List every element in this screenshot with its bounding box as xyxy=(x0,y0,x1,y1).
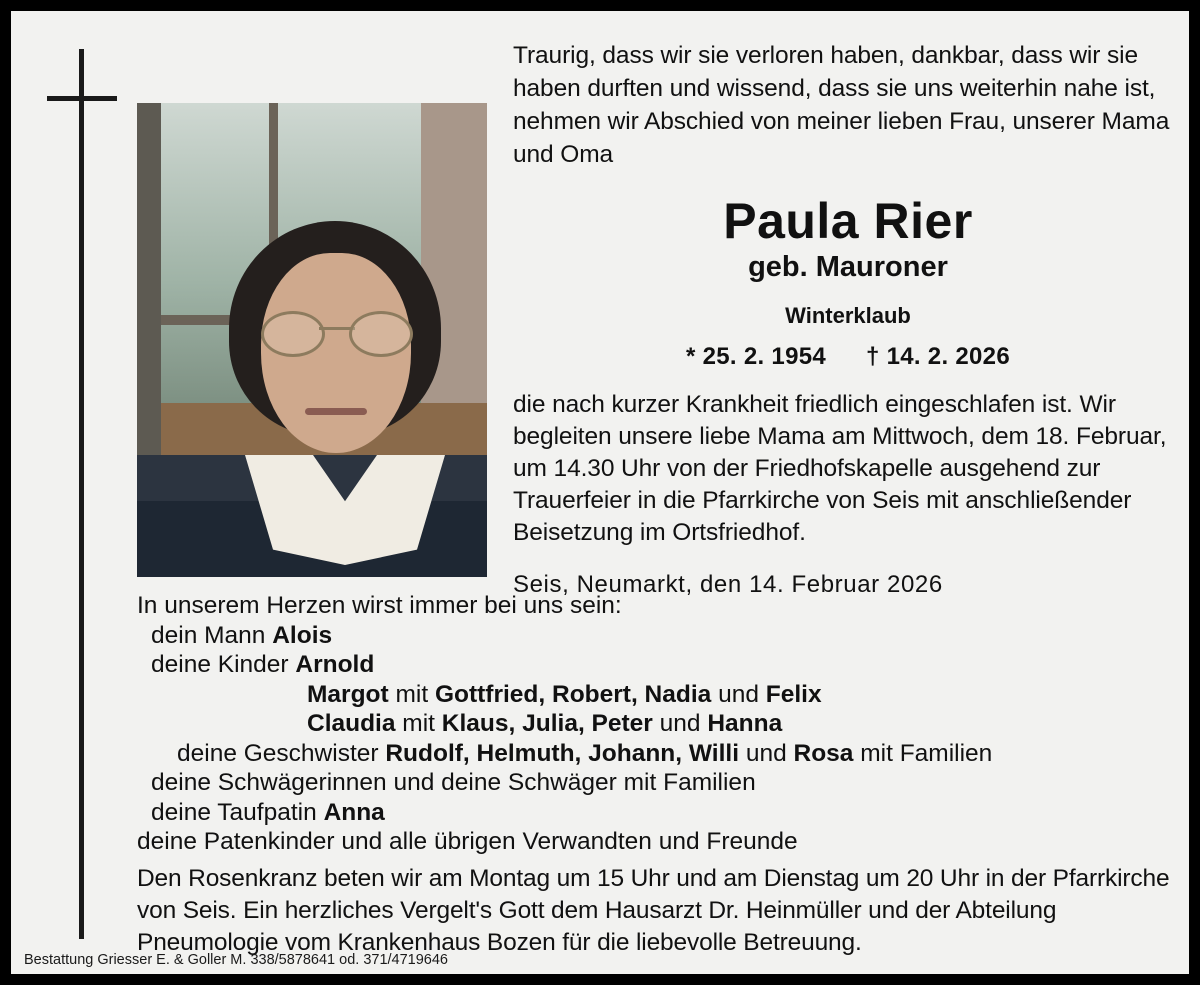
life-dates xyxy=(513,343,1183,371)
notice-inner xyxy=(11,11,1189,974)
portrait-mouth xyxy=(305,408,367,415)
maiden-name: geb. Mauroner xyxy=(748,251,948,283)
family-line-claudia: Claudia mit Klaus, Julia, Peter und Hanna xyxy=(307,710,783,737)
portrait-photo xyxy=(137,103,487,577)
funeral-details-text: die nach kurzer Krankheit friedlich eingeschlafen ist. Wir begleiten unsere liebe Mama am Mittwoch, dem 18. Februar, um 14.30 Uhr von der Friedhofskapelle ausgehend zur Trauerfeier in die Pfarrkirche von Seis mit anschließender Beisetzung im Ortsfriedhof. xyxy=(513,391,1167,546)
family-line-godmother: deine Taufpatin Anna xyxy=(151,798,385,826)
family-line-in-laws: deine Schwägerinnen und deine Schwäger mit Familien xyxy=(151,769,756,796)
deceased-name: Paula Rier xyxy=(723,193,973,249)
cross-horizontal-bar xyxy=(47,96,117,101)
portrait-glasses xyxy=(261,311,413,353)
family-line-children: deine Kinder Arnold xyxy=(151,651,375,678)
place-and-date: Seis, Neumarkt, den 14. Februar 2026 xyxy=(513,571,943,598)
death-date: † 14. 2. 2026 xyxy=(865,343,1010,370)
family-line-godchildren: deine Patenkinder und alle übrigen Verwandten und Freunde xyxy=(137,828,798,855)
family-list xyxy=(137,591,1183,857)
notice-header-column xyxy=(513,39,1183,599)
cross-vertical-bar xyxy=(79,49,84,939)
intro-text: Traurig, dass wir sie verloren haben, dankbar, dass wir sie haben durften und wissend, dass sie uns weiterhin nahe ist, nehmen wir Abschied von meiner lieben Frau, unserer Mama und Oma xyxy=(513,42,1170,168)
family-line-husband: dein Mann Alois xyxy=(151,621,333,649)
birth-date: * 25. 2. 1954 xyxy=(686,343,827,370)
family-block xyxy=(137,591,1183,956)
family-heading: In unserem Herzen wirst immer bei uns sein: xyxy=(137,592,622,619)
glasses-right-lens xyxy=(349,311,413,357)
rosary-text: Den Rosenkranz beten wir am Montag um 15 Uhr und am Dienstag um 20 Uhr in der Pfarrkirche von Seis. Ein herzliches Vergelt's Gott dem Hausarzt Dr. Heinmüller und der Abteilung Pneumologie vom Krankenhaus Bozen für die liebevolle Betreuung. xyxy=(137,865,1170,956)
family-line-margot: Margot mit Gottfried, Robert, Nadia und Felix xyxy=(307,680,822,708)
glasses-left-lens xyxy=(261,311,325,357)
family-line-siblings: deine Geschwister Rudolf, Helmuth, Johann, Willi und Rosa mit Familien xyxy=(177,739,993,767)
place-name: Winterklaub xyxy=(785,303,911,328)
funeral-home-footer: Bestattung Griesser E. & Goller M. 338/5878641 od. 371/4719646 xyxy=(24,952,448,968)
